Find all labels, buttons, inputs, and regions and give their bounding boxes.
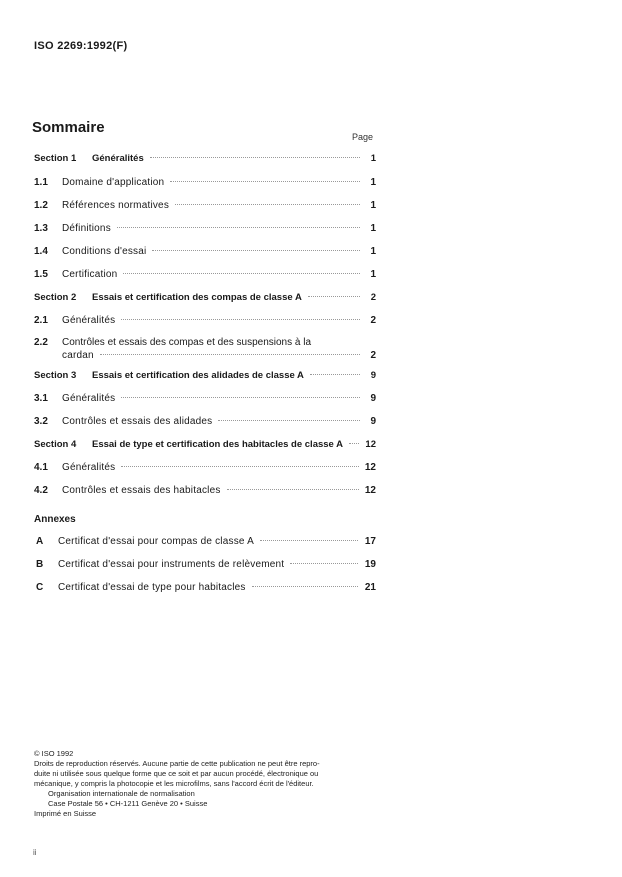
toc-label: Certification bbox=[62, 269, 118, 280]
toc-label: Généralités bbox=[62, 462, 116, 473]
leader-dots bbox=[308, 296, 360, 297]
annex-letter: B bbox=[36, 559, 44, 570]
leader-dots bbox=[218, 420, 360, 421]
toc-page: 2 bbox=[370, 292, 376, 303]
toc-page: 2 bbox=[370, 315, 376, 326]
toc-page: 1 bbox=[370, 269, 376, 280]
toc-row bbox=[34, 268, 376, 281]
copyright-line: © ISO 1992 bbox=[34, 749, 74, 758]
toc-row bbox=[34, 461, 376, 474]
annex-row bbox=[36, 536, 376, 547]
toc-label: Contrôles et essais des compas et des suspensions à la bbox=[62, 337, 312, 348]
toc-label: Contrôles et essais des alidades bbox=[62, 416, 213, 427]
leader-dots bbox=[152, 250, 360, 251]
leader-dots bbox=[170, 181, 360, 182]
annex-letter: A bbox=[36, 536, 44, 547]
toc-page: 9 bbox=[370, 393, 376, 404]
toc-label: Essai de type et certification des habitacles de classe A bbox=[92, 439, 343, 450]
leader-dots bbox=[260, 540, 358, 541]
leader-dots bbox=[252, 586, 358, 587]
annex-page: 17 bbox=[364, 536, 376, 547]
page-title: Sommaire bbox=[32, 119, 105, 136]
copyright-block bbox=[34, 749, 380, 819]
toc-page: 1 bbox=[370, 246, 376, 257]
toc-row bbox=[34, 199, 376, 212]
toc-number: 1.5 bbox=[34, 269, 48, 280]
leader-dots bbox=[121, 466, 359, 467]
annex-page: 21 bbox=[364, 582, 376, 593]
printed-in: Imprimé en Suisse bbox=[34, 809, 97, 818]
toc-number: Section 4 bbox=[34, 439, 77, 450]
annex-row bbox=[36, 582, 376, 593]
annex-row bbox=[36, 559, 376, 570]
leader-dots bbox=[310, 374, 360, 375]
toc-label: Définitions bbox=[62, 223, 111, 234]
toc-page: 9 bbox=[370, 370, 376, 381]
toc-section-row bbox=[34, 369, 376, 382]
leader-dots bbox=[123, 273, 360, 274]
toc-label: Généralités bbox=[62, 315, 116, 326]
leader-dots bbox=[290, 563, 358, 564]
annex-label: Certificat d'essai pour instruments de relèvement bbox=[58, 559, 285, 570]
toc-row bbox=[34, 245, 376, 258]
toc-number: 4.2 bbox=[34, 485, 48, 496]
toc-label: Références normatives bbox=[62, 200, 170, 211]
leader-dots bbox=[150, 157, 360, 158]
leader-dots bbox=[121, 397, 360, 398]
leader-dots bbox=[100, 354, 360, 355]
toc-page: 1 bbox=[370, 177, 376, 188]
copyright-text: mécanique, y compris la photocopie et les microfilms, sans l'accord écrit de l'éditeur. bbox=[34, 779, 314, 788]
toc-page: 9 bbox=[370, 416, 376, 427]
toc-number: Section 2 bbox=[34, 292, 77, 303]
annex-page: 19 bbox=[364, 559, 376, 570]
toc-row bbox=[34, 415, 376, 428]
toc-label: Contrôles et essais des habitacles bbox=[62, 485, 221, 496]
toc-number: Section 3 bbox=[34, 370, 77, 381]
toc-label: Généralités bbox=[62, 393, 116, 404]
toc-number: 1.1 bbox=[34, 177, 48, 188]
toc-row bbox=[34, 392, 376, 405]
toc-page: 12 bbox=[365, 439, 376, 450]
leader-dots bbox=[117, 227, 360, 228]
toc-number: 4.1 bbox=[34, 462, 48, 473]
leader-dots bbox=[121, 319, 360, 320]
toc-row bbox=[34, 336, 376, 362]
page-number: ii bbox=[33, 848, 37, 857]
toc-section-row bbox=[34, 291, 376, 304]
toc-number: Section 1 bbox=[34, 153, 77, 164]
toc-page: 1 bbox=[370, 223, 376, 234]
toc-page: 2 bbox=[370, 350, 376, 361]
page-column-label: Page bbox=[352, 132, 374, 142]
toc-label: Généralités bbox=[92, 153, 144, 164]
organisation-address: Case Postale 56 • CH-1211 Genève 20 • Suisse bbox=[48, 799, 208, 808]
toc-label: cardan bbox=[62, 350, 94, 361]
toc-number: 1.3 bbox=[34, 223, 48, 234]
toc-number: 3.1 bbox=[34, 393, 48, 404]
annex-label: Certificat d'essai de type pour habitacles bbox=[58, 582, 246, 593]
toc-label: Domaine d'application bbox=[62, 177, 165, 188]
toc-number: 1.4 bbox=[34, 246, 48, 257]
leader-dots bbox=[349, 443, 359, 444]
toc-page: 12 bbox=[364, 485, 376, 496]
toc-row bbox=[34, 314, 376, 327]
annex-label: Certificat d'essai pour compas de classe A bbox=[58, 536, 254, 547]
toc-number: 1.2 bbox=[34, 200, 48, 211]
leader-dots bbox=[227, 489, 359, 490]
toc-number: 2.2 bbox=[34, 337, 48, 348]
organisation-name: Organisation internationale de normalisation bbox=[48, 789, 195, 798]
toc-number: 3.2 bbox=[34, 416, 48, 427]
toc-row bbox=[34, 222, 376, 235]
toc-label: Conditions d'essai bbox=[62, 246, 147, 257]
toc-number: 2.1 bbox=[34, 315, 48, 326]
annexes-title: Annexes bbox=[34, 514, 76, 525]
leader-dots bbox=[175, 204, 360, 205]
copyright-text: Droits de reproduction réservés. Aucune partie de cette publication ne peut être repro- bbox=[34, 759, 320, 768]
toc-row bbox=[34, 484, 376, 497]
toc-label: Essais et certification des compas de classe A bbox=[92, 292, 302, 303]
toc-page: 1 bbox=[370, 200, 376, 211]
annex-letter: C bbox=[36, 582, 44, 593]
toc-page: 1 bbox=[370, 153, 376, 164]
toc-page: 12 bbox=[364, 462, 376, 473]
toc-section-row bbox=[34, 438, 376, 451]
toc-row bbox=[34, 176, 376, 189]
toc-section-row bbox=[34, 152, 376, 165]
copyright-text: duite ni utilisée sous quelque forme que ce soit et par aucun procédé, électronique ou bbox=[34, 769, 319, 778]
standard-number: ISO 2269:1992(F) bbox=[34, 40, 128, 52]
toc-label: Essais et certification des alidades de classe A bbox=[92, 370, 304, 381]
